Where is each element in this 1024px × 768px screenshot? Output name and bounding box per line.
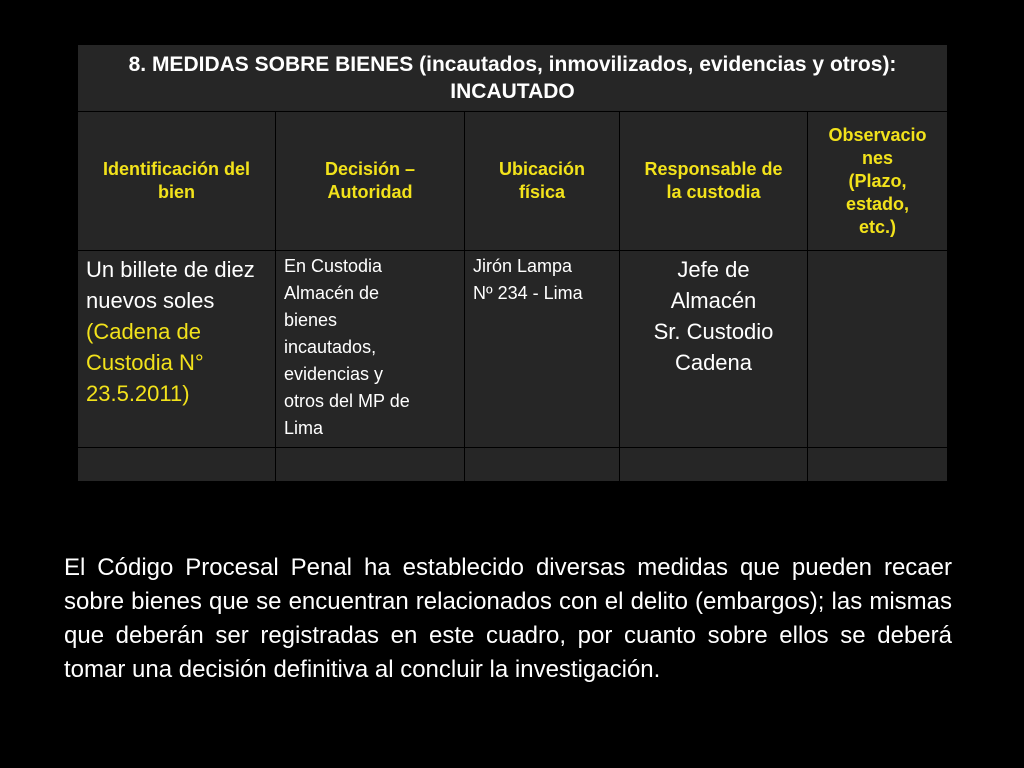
table-row [78, 251, 948, 448]
cell-decision [276, 251, 465, 448]
header-line: Observacio [828, 124, 927, 145]
table-row-empty [78, 448, 948, 482]
table-title-row [78, 45, 948, 112]
empty-cell [620, 448, 808, 482]
empty-cell [465, 448, 620, 482]
header-line: etc.) [859, 216, 897, 237]
header-line: Identificación del [102, 159, 251, 179]
responsable-line: Jefe de [677, 257, 750, 282]
responsable-line: Sr. Custodio [653, 319, 774, 344]
decision-line: otros del MP de [284, 391, 410, 411]
header-line: nes [862, 147, 894, 168]
table-header-row [78, 112, 948, 251]
header-line: Responsable de [644, 159, 783, 179]
header-ubicacion [465, 112, 620, 251]
responsable-line: Almacén [670, 288, 757, 313]
empty-cell [78, 448, 276, 482]
empty-cell [808, 448, 948, 482]
cell-observaciones [808, 251, 948, 448]
header-decision [276, 112, 465, 251]
header-line: la custodia [666, 182, 761, 202]
empty-cell [276, 448, 465, 482]
header-line: Ubicación [498, 159, 586, 179]
decision-line: bienes [284, 310, 338, 330]
header-identificacion [78, 112, 276, 251]
header-line: estado, [846, 193, 910, 214]
bien-chain-of-custody: (Cadena de Custodia N° 23.5.2011) [86, 319, 204, 406]
header-line: física [518, 182, 566, 202]
cell-bien [78, 251, 276, 448]
cell-ubicacion [465, 251, 620, 448]
cell-responsable [620, 251, 808, 448]
header-responsable [620, 112, 808, 251]
header-line: Decisión – [324, 159, 416, 179]
header-observaciones [808, 112, 948, 251]
ubicacion-line: Nº 234 - Lima [473, 283, 583, 303]
decision-line: evidencias y [284, 364, 384, 384]
decision-line: En Custodia [284, 256, 383, 276]
header-line: (Plazo, [848, 170, 907, 191]
table-title: 8. MEDIDAS SOBRE BIENES (incautados, inmovilizados, evidencias y otros): INCAUTADO [78, 45, 948, 112]
decision-line: incautados, [284, 337, 377, 357]
decision-line: Lima [284, 418, 324, 438]
header-line: Autoridad [327, 182, 413, 202]
measures-table [77, 44, 948, 482]
decision-line: Almacén de [284, 283, 380, 303]
header-line: bien [157, 182, 195, 202]
explanation-paragraph: El Código Procesal Penal ha establecido diversas medidas que pueden recaer sobre bienes que se encuentran relacionados con el delito (embargos); las mismas que deberán ser registradas en este cuadro, por cuanto sobre ellos se deberá tomar una decisión definitiva al concluir la investigación. [64, 554, 952, 683]
responsable-line: Cadena [674, 350, 753, 375]
ubicacion-line: Jirón Lampa [473, 256, 573, 276]
bien-text: Un billete de diez nuevos soles [86, 257, 255, 313]
